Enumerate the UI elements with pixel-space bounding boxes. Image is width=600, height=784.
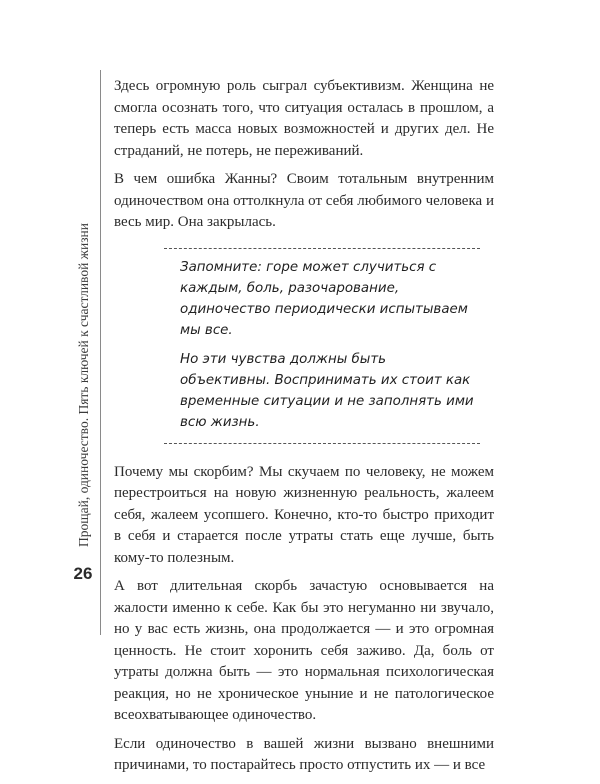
paragraph: Здесь огромную роль сыграл субъективизм. Женщина не смогла осознать того, что ситуация осталась в прошлом, а теперь есть масса новых возможностей и других дел. Не страданий, не потерь, не переживаний. bbox=[114, 78, 494, 159]
page-number: 26 bbox=[73, 564, 93, 583]
callout-box bbox=[164, 248, 480, 444]
paragraph: Если одиночество в вашей жизни вызвано внешними причинами, то постарайтесь просто отпустить их — и все bbox=[114, 735, 494, 773]
page-body bbox=[114, 76, 494, 784]
callout-paragraph: Но эти чувства должны быть объективны. Воспринимать их стоит как временные ситуации и не заполнять ими всю жизнь. bbox=[180, 351, 474, 430]
paragraph: В чем ошибка Жанны? Своим тотальным внутренним одиночеством она оттолкнула от себя любимого человека и весь мир. Она закрылась. bbox=[114, 171, 494, 230]
running-header: Прощай, одиночество. Пять ключей к счастливой жизни bbox=[76, 222, 91, 548]
margin-rule bbox=[100, 70, 101, 635]
callout-paragraph: Запомните: горе может случиться с каждым, боль, разочарование, одиночество периодически испытываем мы все. bbox=[180, 259, 468, 338]
paragraph: Почему мы скорбим? Мы скучаем по человеку, не можем перестроиться на новую жизненную реальность, жалеем себя, жалеем усопшего. Конечно, кто-то быстро приходит в себя и старается после утраты стать еще лучше, быть кому-то полезным. bbox=[114, 463, 494, 566]
paragraph: А вот длительная скорбь зачастую основывается на жалости именно к себе. Как бы это негуманно ни звучало, но у вас есть жизнь, она продолжается — и это огромная ценность. Не стоит хоронить себя заживо. Да, боль от утраты должна быть — это нормальная психологическая реакция, но не хроническое уныние и не патологическое всеохватывающее одиночество. bbox=[114, 578, 494, 723]
